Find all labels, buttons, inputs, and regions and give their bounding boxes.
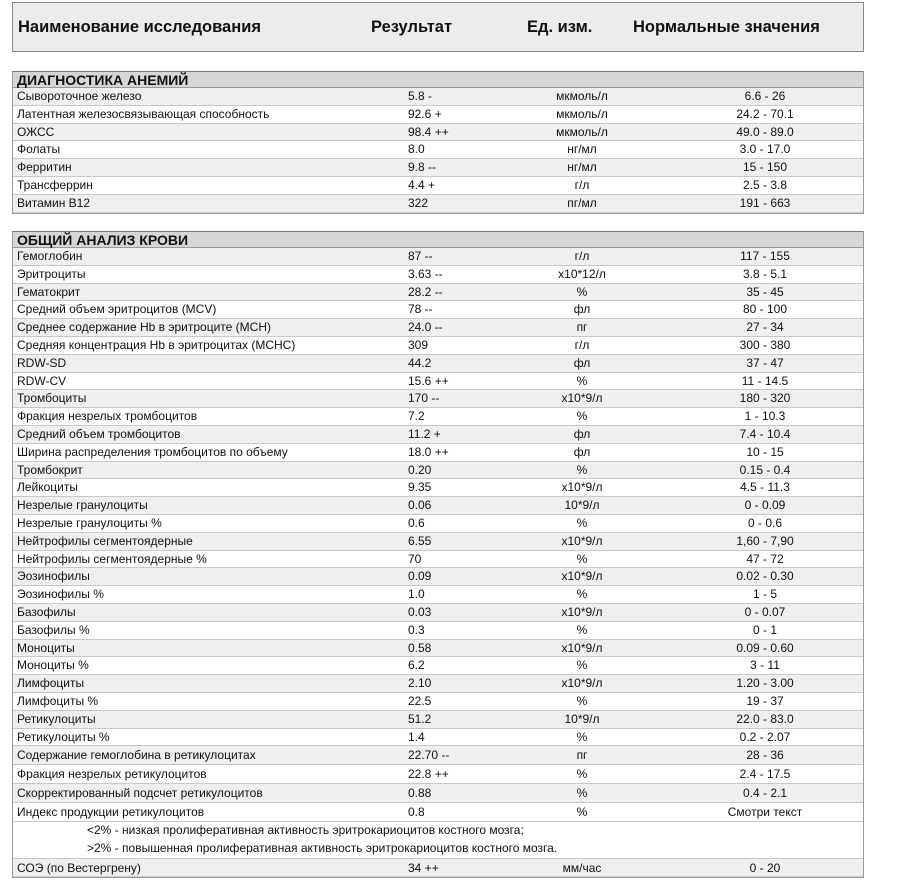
result-value: 22.5 <box>408 693 432 708</box>
table-row <box>13 479 863 497</box>
result-name: Тромбоциты <box>17 391 87 406</box>
result-norm: 180 - 320 <box>739 391 791 406</box>
result-norm: 0.4 - 2.1 <box>742 786 788 801</box>
table-row <box>13 284 863 302</box>
table-row <box>13 373 863 391</box>
table-row <box>13 124 863 142</box>
result-unit: % <box>576 729 588 744</box>
table-row <box>13 444 863 462</box>
table-row <box>13 657 863 675</box>
result-norm: 3.0 - 17.0 <box>739 142 791 157</box>
table-row <box>13 337 863 355</box>
table-row <box>13 426 863 444</box>
result-norm: 47 - 72 <box>746 551 784 566</box>
result-unit: г/л <box>574 177 590 192</box>
result-norm: 1 - 5 <box>752 587 777 602</box>
table-header <box>12 2 864 52</box>
result-unit: фл <box>573 426 591 441</box>
result-name: Ферритин <box>17 160 72 175</box>
table-row <box>13 515 863 533</box>
result-norm: 0 - 0.09 <box>744 498 786 513</box>
result-name: Лимфоциты % <box>17 693 99 708</box>
result-value: 2.10 <box>408 676 432 691</box>
result-norm: Смотри текст <box>727 805 803 820</box>
result-value: 0.58 <box>408 640 432 655</box>
table-row <box>13 693 863 711</box>
table-row <box>13 533 863 551</box>
table-row <box>13 675 863 693</box>
result-value: 51.2 <box>408 711 432 726</box>
result-name: Базофилы % <box>17 622 90 637</box>
result-value: 8.0 <box>408 142 425 157</box>
result-name: RDW-CV <box>17 373 67 388</box>
result-value: 6.2 <box>408 658 425 673</box>
table-row <box>13 159 863 177</box>
result-value: 70 <box>408 551 422 566</box>
result-unit: мкмоль/л <box>556 106 608 121</box>
result-norm: 35 - 45 <box>746 284 784 299</box>
result-unit: % <box>576 767 588 782</box>
result-norm: 27 - 34 <box>746 320 784 335</box>
result-name: Лимфоциты <box>17 676 85 691</box>
result-name: Ретикулоциты % <box>17 729 110 744</box>
result-value: 9.35 <box>408 480 432 495</box>
result-unit: фл <box>573 355 591 370</box>
result-name: Средний объем тромбоцитов <box>17 426 181 441</box>
result-unit: x10*9/л <box>561 480 603 495</box>
table-row <box>13 408 863 426</box>
result-value: 34 ++ <box>408 861 439 876</box>
result-norm: 0 - 0.07 <box>744 604 786 619</box>
result-unit: нг/мл <box>567 160 597 175</box>
result-norm: 24.2 - 70.1 <box>736 106 794 121</box>
result-value: 87 -- <box>408 249 433 263</box>
result-unit: пг <box>576 748 588 763</box>
result-value: 0.09 <box>408 569 432 584</box>
result-norm: 0.09 - 0.60 <box>736 640 794 655</box>
table-row <box>13 568 863 586</box>
note-row <box>13 840 863 858</box>
result-value: 11.2 + <box>408 426 441 441</box>
note-row <box>13 822 863 840</box>
result-name: Содержание гемоглобина в ретикулоцитах <box>17 748 256 763</box>
result-norm: 2.5 - 3.8 <box>742 177 788 192</box>
result-unit: % <box>576 284 588 299</box>
table-row <box>13 586 863 604</box>
result-name: Эозинофилы <box>17 569 90 584</box>
table-row <box>13 729 863 747</box>
result-name: Латентная железосвязывающая способность <box>17 106 270 121</box>
result-value: 92.6 + <box>408 106 442 121</box>
section-blood <box>12 231 864 878</box>
result-norm: 0 - 1 <box>752 622 777 637</box>
result-value: 78 -- <box>408 302 433 317</box>
result-value: 0.3 <box>408 622 425 637</box>
result-unit: г/л <box>574 337 590 352</box>
table-row <box>13 711 863 729</box>
result-name: Скорректированный подсчет ретикулоцитов <box>17 786 263 801</box>
result-name: Незрелые гранулоциты % <box>17 515 162 530</box>
result-value: 0.03 <box>408 604 432 619</box>
table-row <box>13 301 863 319</box>
result-name: Среднее содержание Hb в эритроците (MCH) <box>17 320 271 335</box>
result-unit: пг/мл <box>567 195 597 210</box>
result-unit: 10*9/л <box>564 498 600 513</box>
result-norm: 2.4 - 17.5 <box>739 767 791 782</box>
table-row <box>13 858 863 877</box>
table-row <box>13 177 863 195</box>
result-norm: 49.0 - 89.0 <box>736 124 794 139</box>
result-name: Базофилы <box>17 604 76 619</box>
result-value: 15.6 ++ <box>408 373 449 388</box>
result-unit: % <box>576 622 588 637</box>
result-value: 5.8 - <box>408 89 433 103</box>
table-row <box>13 88 863 106</box>
result-name: Моноциты % <box>17 658 89 673</box>
result-unit: % <box>576 693 588 708</box>
result-name: Сывороточное железо <box>17 89 142 103</box>
result-unit: пг <box>576 320 588 335</box>
result-name: Тромбокрит <box>17 462 83 477</box>
table-row <box>13 319 863 337</box>
header-result: Результат <box>371 18 453 36</box>
header-name: Наименование исследования <box>18 18 261 36</box>
table-row <box>13 462 863 480</box>
table-row <box>13 803 863 822</box>
result-unit: г/л <box>574 249 590 263</box>
result-value: 18.0 ++ <box>408 444 449 459</box>
result-name: Индекс продукции ретикулоцитов <box>17 805 205 820</box>
result-name: Фракция незрелых ретикулоцитов <box>17 767 207 782</box>
result-value: 1.0 <box>408 587 425 602</box>
result-name: Витамин В12 <box>17 195 91 210</box>
result-unit: нг/мл <box>567 142 597 157</box>
result-value: 0.06 <box>408 498 432 513</box>
result-norm: 191 - 663 <box>739 195 791 210</box>
result-value: 309 <box>408 337 429 352</box>
table-row <box>13 497 863 515</box>
result-value: 44.2 <box>408 355 432 370</box>
result-unit: % <box>576 805 588 820</box>
result-norm: 1,60 - 7,90 <box>736 533 794 548</box>
section-title: ОБЩИЙ АНАЛИЗ КРОВИ <box>13 231 863 248</box>
result-unit: фл <box>573 302 591 317</box>
table-row <box>13 622 863 640</box>
header-norm: Нормальные значения <box>633 18 820 36</box>
result-name: Ширина распределения тромбоцитов по объему <box>17 444 288 459</box>
table-row <box>13 746 863 765</box>
result-unit: x10*9/л <box>561 533 603 548</box>
result-norm: 0.15 - 0.4 <box>739 462 791 477</box>
result-value: 0.88 <box>408 786 432 801</box>
result-value: 322 <box>408 195 429 210</box>
section-anemia <box>12 71 864 214</box>
result-name: Средний объем эритроцитов (MCV) <box>17 302 217 317</box>
result-name: Средняя концентрация Hb в эритроцитах (MCHC) <box>17 337 296 352</box>
table-row <box>13 640 863 658</box>
result-norm: 80 - 100 <box>742 302 788 317</box>
result-norm: 3.8 - 5.1 <box>742 266 788 281</box>
result-unit: 10*9/л <box>564 711 600 726</box>
result-norm: 11 - 14.5 <box>741 373 789 388</box>
result-name: Лейкоциты <box>17 480 79 495</box>
result-value: 4.4 + <box>408 177 436 192</box>
result-norm: 4.5 - 11.3 <box>740 480 790 495</box>
note-text: <2% - низкая пролиферативная активность эритрокариоцитов костного мозга; <box>87 823 524 838</box>
result-value: 170 -- <box>408 391 440 406</box>
result-unit: % <box>576 658 588 673</box>
result-name: Моноциты <box>17 640 75 655</box>
table-row <box>13 106 863 124</box>
result-value: 22.8 ++ <box>408 767 449 782</box>
result-name: Гемоглобин <box>17 249 83 263</box>
table-row <box>13 248 863 266</box>
result-unit: % <box>576 587 588 602</box>
table-row <box>13 355 863 373</box>
result-unit: x10*9/л <box>561 391 603 406</box>
result-norm: 7.4 - 10.4 <box>739 426 791 441</box>
result-value: 1.4 <box>408 729 425 744</box>
result-name: RDW-SD <box>17 355 67 370</box>
result-unit: x10*9/л <box>561 676 603 691</box>
result-norm: 0.2 - 2.07 <box>739 729 791 744</box>
result-norm: 3 - 11 <box>750 658 780 673</box>
result-value: 0.6 <box>408 515 425 530</box>
result-unit: % <box>576 551 588 566</box>
result-unit: % <box>576 515 588 530</box>
result-unit: % <box>576 373 588 388</box>
result-unit: фл <box>573 444 591 459</box>
result-norm: 117 - 155 <box>740 249 790 263</box>
result-unit: x10*12/л <box>558 266 606 281</box>
result-norm: 28 - 36 <box>746 748 784 763</box>
result-value: 9.8 -- <box>408 160 437 175</box>
result-name: Нейтрофилы сегментоядерные <box>17 533 193 548</box>
result-name: Нейтрофилы сегментоядерные % <box>17 551 207 566</box>
result-unit: x10*9/л <box>561 604 603 619</box>
result-norm: 1 - 10.3 <box>744 409 786 424</box>
table-row <box>13 266 863 284</box>
result-value: 22.70 -- <box>408 748 450 763</box>
header-unit: Ед. изм. <box>527 18 593 36</box>
result-name: ОЖСС <box>17 124 55 139</box>
table-row <box>13 765 863 784</box>
result-name: Эритроциты <box>17 266 86 281</box>
note-text: >2% - повышенная пролиферативная активность эритрокариоцитов костного мозга. <box>87 841 558 856</box>
result-norm: 10 - 15 <box>746 444 784 459</box>
result-unit: мм/час <box>562 861 602 876</box>
result-unit: x10*9/л <box>561 640 603 655</box>
table-row <box>13 390 863 408</box>
table-row <box>13 604 863 622</box>
result-value: 0.8 <box>408 805 425 820</box>
result-value: 0.20 <box>408 462 432 477</box>
result-unit: % <box>576 786 588 801</box>
blood-rows <box>13 248 863 877</box>
table-row <box>13 141 863 159</box>
table-row <box>13 195 863 213</box>
result-norm: 22.0 - 83.0 <box>736 711 794 726</box>
result-unit: % <box>576 409 588 424</box>
result-value: 7.2 <box>408 409 425 424</box>
result-value: 6.55 <box>408 533 432 548</box>
result-norm: 0.02 - 0.30 <box>736 569 794 584</box>
result-name: Ретикулоциты <box>17 711 96 726</box>
result-norm: 19 - 37 <box>746 693 784 708</box>
result-unit: мкмоль/л <box>556 124 608 139</box>
result-name: Незрелые гранулоциты <box>17 498 148 513</box>
result-name: Фолаты <box>17 142 61 157</box>
result-norm: 15 - 150 <box>742 160 788 175</box>
anemia-rows <box>13 88 863 213</box>
result-name: Гематокрит <box>17 284 81 299</box>
table-row <box>13 784 863 803</box>
result-norm: 1.20 - 3.00 <box>736 676 794 691</box>
section-title: ДИАГНОСТИКА АНЕМИЙ <box>13 71 863 88</box>
result-name: Фракция незрелых тромбоцитов <box>17 409 198 424</box>
result-norm: 0 - 0.6 <box>747 515 783 530</box>
result-value: 28.2 -- <box>408 284 443 299</box>
table-row <box>13 551 863 569</box>
result-name: СОЭ (по Вестергрену) <box>17 861 141 876</box>
result-norm: 6.6 - 26 <box>744 89 786 103</box>
result-norm: 0 - 20 <box>749 861 781 876</box>
result-norm: 300 - 380 <box>739 337 791 352</box>
result-unit: % <box>576 462 588 477</box>
result-name: Трансферрин <box>17 177 93 192</box>
result-norm: 37 - 47 <box>746 355 784 370</box>
result-unit: x10*9/л <box>561 569 603 584</box>
result-name: Эозинофилы % <box>17 587 104 602</box>
result-value: 24.0 -- <box>408 320 443 335</box>
result-unit: мкмоль/л <box>556 89 608 103</box>
result-value: 98.4 ++ <box>408 124 449 139</box>
result-value: 3.63 -- <box>408 266 443 281</box>
